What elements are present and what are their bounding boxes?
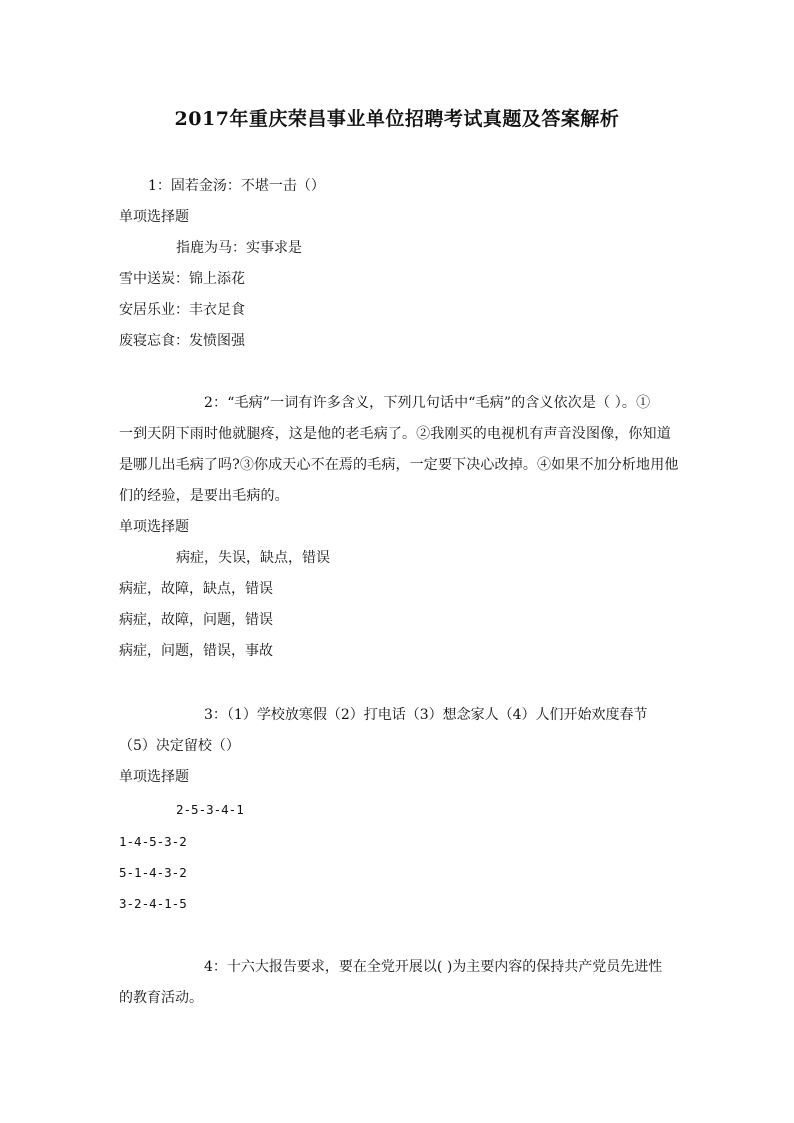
question-1-option-a: 指鹿为马：实事求是 (176, 240, 302, 256)
question-3-option-c: 5-1-4-3-2 (119, 865, 187, 880)
question-3-type: 单项选择题 (119, 769, 189, 785)
question-1-option-c: 安居乐业：丰衣足食 (119, 302, 245, 318)
question-2-stem-line: 2：“毛病”一词有许多含义，下列几句话中“毛病”的含义依次是（ ）。① (204, 395, 651, 411)
question-3-option-b: 1-4-5-3-2 (119, 834, 187, 849)
question-4-stem-line: 的教育活动。 (119, 990, 203, 1006)
question-2-stem-line: 是哪儿出毛病了吗?③你成天心不在焉的毛病，一定要下决心改掉。④如果不加分析地用他 (119, 457, 679, 473)
question-2-stem-line: 一到天阴下雨时他就腿疼，这是他的老毛病了。②我刚买的电视机有声音没图像，你知道 (119, 426, 671, 442)
question-2-type: 单项选择题 (119, 519, 189, 535)
page-title: 2017年重庆荣昌事业单位招聘考试真题及答案解析 (174, 108, 620, 130)
question-3-stem-line: 3：（1）学校放寒假（2）打电话（3）想念家人（4）人们开始欢度春节 (204, 707, 648, 723)
question-3-option-d: 3-2-4-1-5 (119, 896, 187, 911)
question-2-option-c: 病症，故障，问题，错误 (119, 612, 273, 628)
question-3-option-a: 2-5-3-4-1 (176, 802, 244, 817)
question-1-type: 单项选择题 (119, 209, 189, 225)
question-2-option-b: 病症，故障，缺点，错误 (119, 581, 273, 597)
question-1-option-d: 废寝忘食：发愤图强 (119, 333, 245, 349)
question-4-stem-line: 4：十六大报告要求，要在全党开展以( )为主要内容的保持共产党员先进性 (204, 959, 663, 975)
question-2-option-a: 病症，失误，缺点，错误 (176, 550, 330, 566)
question-1-stem: 1：固若金汤：不堪一击（） (148, 178, 325, 194)
question-2-option-d: 病症，问题，错误，事故 (119, 643, 273, 659)
question-3-stem-line: （5）决定留校（） (119, 738, 240, 754)
question-2-stem-line: 们的经验，是要出毛病的。 (119, 488, 289, 504)
question-1-option-b: 雪中送炭：锦上添花 (119, 271, 245, 287)
